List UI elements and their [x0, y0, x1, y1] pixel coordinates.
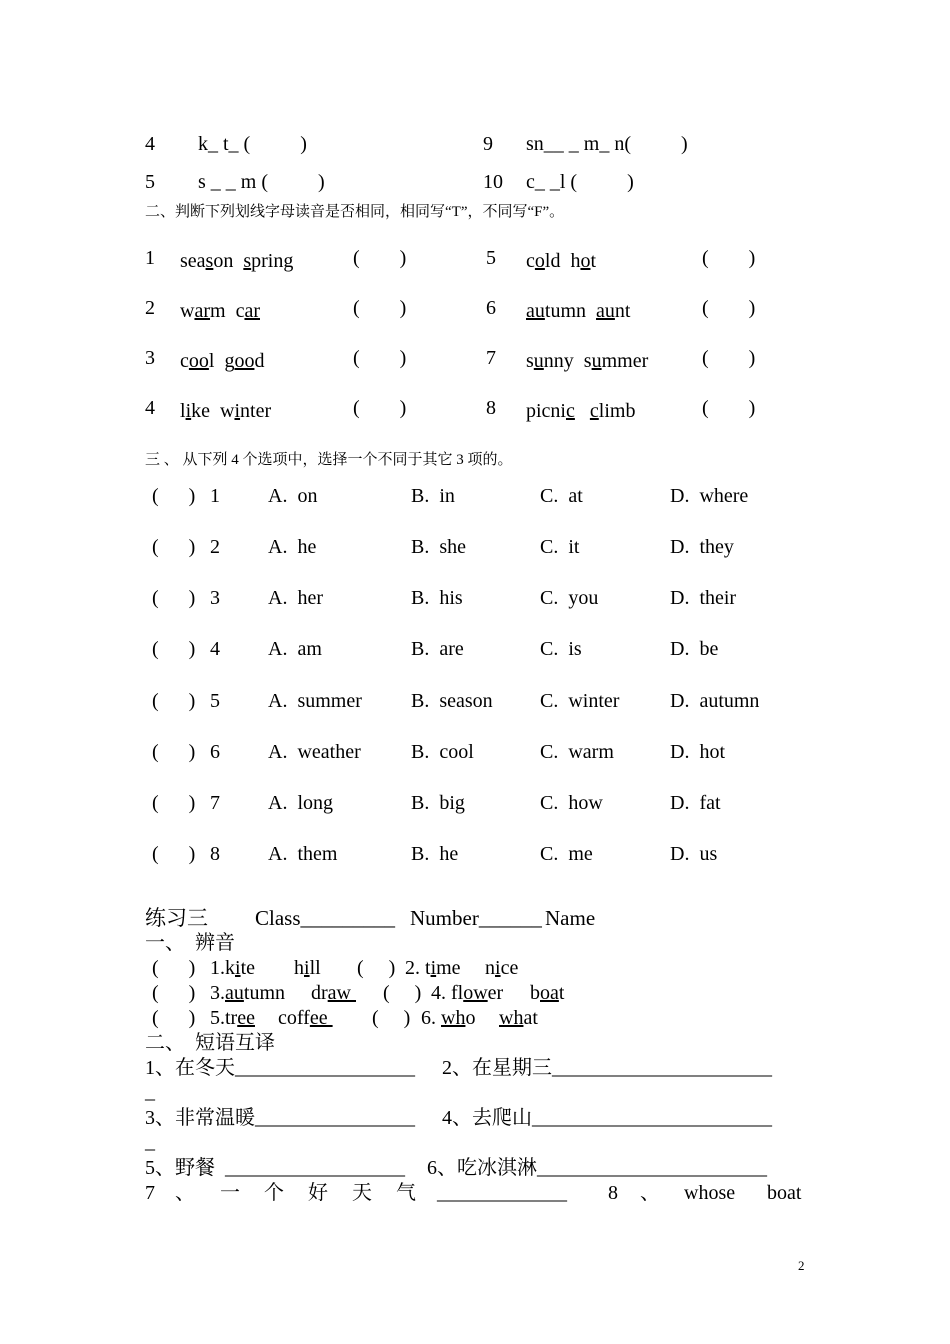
option-a: A. weather — [268, 741, 361, 763]
word-pair: season spring — [180, 250, 294, 272]
item7-char: 一 — [220, 1182, 240, 1204]
answer-paren[interactable]: ( ) — [372, 1007, 411, 1029]
page-number: 2 — [798, 1258, 805, 1273]
answer-paren[interactable]: ( ) — [152, 982, 196, 1004]
row-number: 7 — [486, 347, 496, 369]
option-b: B. season — [411, 690, 493, 712]
item7-char: 好 — [308, 1182, 328, 1204]
option-c: C. me — [540, 843, 593, 865]
option-d: D. where — [670, 485, 749, 507]
option-c: C. is — [540, 638, 582, 660]
answer-paren[interactable]: ( ) — [152, 1007, 196, 1029]
option-a: A. summer — [268, 690, 362, 712]
phonics-word: boat — [530, 982, 565, 1004]
phonics-q2: 2. time — [405, 957, 461, 979]
word-pair: cold hot — [526, 250, 597, 272]
question-number: 6 — [210, 741, 220, 763]
option-a: A. them — [268, 843, 338, 865]
answer-paren[interactable]: ( ) — [152, 485, 196, 507]
word-pair: sunny summer — [526, 350, 649, 372]
row-number: 2 — [145, 297, 155, 319]
item7-number: 7 — [145, 1182, 155, 1204]
row-number: 8 — [486, 397, 496, 419]
option-d: D. their — [670, 587, 737, 609]
question-number: 7 — [210, 792, 220, 814]
option-b: B. his — [411, 587, 463, 609]
row-number: 4 — [145, 397, 155, 419]
row-number: 5 — [486, 247, 496, 269]
exercise-title: 练习三 — [145, 906, 208, 930]
phonics-q1: 3.autumn — [210, 982, 286, 1004]
answer-paren[interactable]: ( ) — [152, 843, 196, 865]
phrase-right[interactable]: 2、在星期三______________________ — [442, 1057, 772, 1079]
line-trail: _ — [145, 1081, 155, 1103]
answer-paren[interactable]: ( ) — [152, 741, 196, 763]
phonics-word: hill — [294, 957, 321, 979]
question-number: 8 — [210, 843, 220, 865]
row-number: 1 — [145, 247, 155, 269]
answer-paren[interactable]: ( ) — [383, 982, 422, 1004]
line-trail: _ — [145, 1131, 155, 1153]
answer-paren[interactable]: ( ) — [702, 247, 756, 269]
option-b: B. he — [411, 843, 459, 865]
word-pair: cool good — [180, 350, 265, 372]
item-number: 10 — [483, 171, 503, 193]
item7-char: 天 — [352, 1182, 372, 1204]
part1-heading: 一、 辨音 — [145, 932, 235, 954]
word-pair: warm car — [180, 300, 260, 322]
answer-paren[interactable]: ( ) — [702, 347, 756, 369]
word-pair: like winter — [180, 400, 272, 422]
answer-paren[interactable]: ( ) — [353, 297, 407, 319]
option-c: C. warm — [540, 741, 614, 763]
phonics-q2: 6. who — [421, 1007, 476, 1029]
answer-paren[interactable]: ( ) — [152, 690, 196, 712]
word-pair: picnic climb — [526, 400, 636, 422]
option-a: A. her — [268, 587, 323, 609]
name-field[interactable]: Name — [545, 906, 596, 930]
phonics-word: draw — [311, 982, 356, 1004]
option-d: D. hot — [670, 741, 725, 763]
answer-paren[interactable]: ( ) — [353, 347, 407, 369]
item7-char: 个 — [264, 1182, 284, 1204]
item8-number: 8 — [608, 1182, 618, 1204]
item-text: sn__ _ m_ n( ) — [526, 133, 688, 155]
item7-char: 气 — [396, 1182, 416, 1204]
phrase-right[interactable]: 4、去爬山________________________ — [442, 1107, 772, 1129]
section3-heading: 三 、 从下列 4 个选项中，选择一个不同于其它 3 项的。 — [145, 452, 513, 468]
option-c: C. how — [540, 792, 603, 814]
question-number: 2 — [210, 536, 220, 558]
answer-paren[interactable]: ( ) — [702, 297, 756, 319]
phonics-q2: 4. flower — [431, 982, 504, 1004]
option-a: A. on — [268, 485, 318, 507]
option-a: A. am — [268, 638, 322, 660]
option-b: B. in — [411, 485, 455, 507]
item8-word: whose — [684, 1182, 736, 1204]
option-b: B. big — [411, 792, 465, 814]
item-number: 4 — [145, 133, 155, 155]
option-b: B. cool — [411, 741, 474, 763]
phonics-word: nice — [485, 957, 519, 979]
item-number: 5 — [145, 171, 155, 193]
phonics-q1: 1.kite — [210, 957, 255, 979]
section2-heading: 二、判断下列划线字母读音是否相同，相同写“T”，不同写“F”。 — [145, 204, 565, 220]
answer-paren[interactable]: ( ) — [152, 536, 196, 558]
option-c: C. it — [540, 536, 580, 558]
question-number: 3 — [210, 587, 220, 609]
item7-sep: 、 — [175, 1182, 195, 1204]
answer-paren[interactable]: ( ) — [353, 247, 407, 269]
option-a: A. long — [268, 792, 333, 814]
option-c: C. winter — [540, 690, 620, 712]
phrase-left[interactable]: 3、非常温暖________________ — [145, 1107, 415, 1129]
answer-paren[interactable]: ( ) — [353, 397, 407, 419]
part2-heading: 二、 短语互译 — [145, 1032, 275, 1054]
item-number: 9 — [483, 133, 493, 155]
item-text: k_ t_ ( ) — [198, 133, 307, 155]
phrase-left[interactable]: 5、野餐 __________________ — [145, 1157, 405, 1179]
option-c: C. you — [540, 587, 599, 609]
item7-blank[interactable]: _____________ — [437, 1182, 567, 1204]
row-number: 3 — [145, 347, 155, 369]
option-d: D. autumn — [670, 690, 760, 712]
class-field[interactable]: Class_________ — [255, 906, 396, 930]
option-b: B. she — [411, 536, 466, 558]
option-d: D. us — [670, 843, 718, 865]
question-number: 1 — [210, 485, 220, 507]
option-d: D. be — [670, 638, 719, 660]
answer-paren[interactable]: ( ) — [357, 957, 396, 979]
question-number: 4 — [210, 638, 220, 660]
phrase-left[interactable]: 1、在冬天__________________ — [145, 1057, 415, 1079]
phonics-word: what — [499, 1007, 538, 1029]
answer-paren[interactable]: ( ) — [152, 638, 196, 660]
option-d: D. they — [670, 536, 734, 558]
item8-sep: 、 — [640, 1182, 660, 1204]
item-text: s _ _ m ( ) — [198, 171, 325, 193]
number-field[interactable]: Number______ — [410, 906, 542, 930]
answer-paren[interactable]: ( ) — [152, 792, 196, 814]
item8-word: boat — [767, 1182, 802, 1204]
answer-paren[interactable]: ( ) — [702, 397, 756, 419]
option-a: A. he — [268, 536, 317, 558]
word-pair: autumn aunt — [526, 300, 631, 322]
question-number: 5 — [210, 690, 220, 712]
option-b: B. are — [411, 638, 464, 660]
item-text: c_ _l ( ) — [526, 171, 634, 193]
row-number: 6 — [486, 297, 496, 319]
option-d: D. fat — [670, 792, 721, 814]
phonics-word: coffee — [278, 1007, 333, 1029]
phrase-right[interactable]: 6、吃冰淇淋_______________________ — [427, 1157, 767, 1179]
phonics-q1: 5.tree — [210, 1007, 255, 1029]
answer-paren[interactable]: ( ) — [152, 957, 196, 979]
answer-paren[interactable]: ( ) — [152, 587, 196, 609]
option-c: C. at — [540, 485, 583, 507]
